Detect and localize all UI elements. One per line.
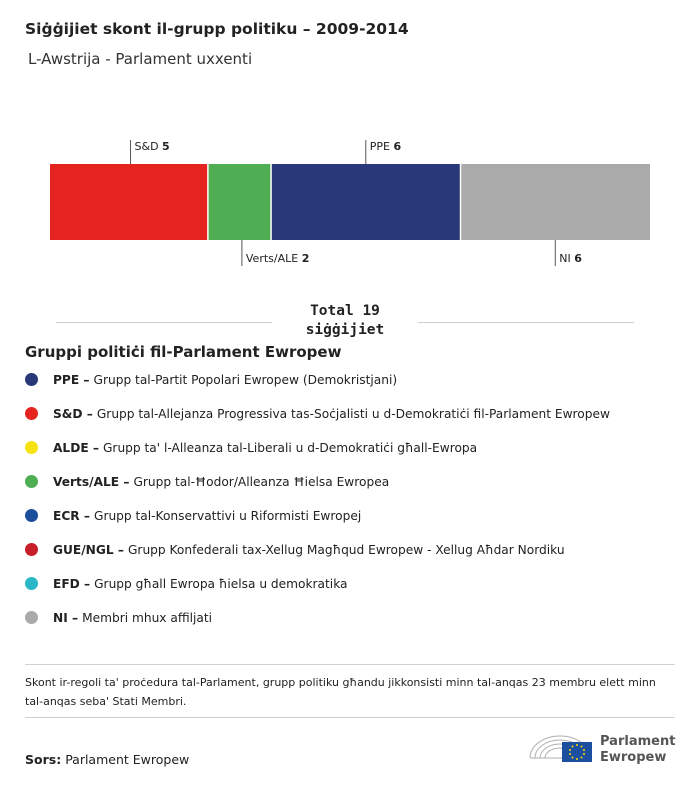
legend-text: Grupp tal-Partit Popolari Ewropew (Demokristjani) xyxy=(93,373,398,387)
logo-text xyxy=(600,734,675,766)
data-label: Verts/ALE 2 xyxy=(245,252,310,265)
chart-title: Siġġijiet skont il-grupp politiku – 2009-2014 xyxy=(25,20,409,38)
source-text: Parlament Ewropew xyxy=(65,752,190,767)
legend-item xyxy=(25,473,610,507)
legend-text: Grupp tal-Allejanza Progressiva tas-Soċjalisti u d-Demokratiċi fil-Parlament Ewropew xyxy=(96,407,610,421)
legend-text: Grupp għall Ewropa ħielsa u demokratika xyxy=(94,577,348,591)
legend-dot xyxy=(25,577,38,590)
footnote: Skont ir-regoli ta' proċedura tal-Parlament, grupp politiku għandu jikkonsisti minn tal-anqas 23 membru elett minn tal-anqas seba' Stati Membri. xyxy=(25,676,656,708)
data-label: NI 6 xyxy=(559,252,582,265)
legend-abbr: ECR – xyxy=(53,509,90,523)
legend-dot xyxy=(25,475,38,488)
total-seats-count: Total 19 xyxy=(310,303,380,319)
legend-item xyxy=(25,541,610,575)
bar-segment-ni xyxy=(461,164,650,240)
total-divider-right xyxy=(418,322,634,323)
legend xyxy=(25,371,610,643)
legend-text: Grupp Konfederali tax-Xellug Magħqud Ewropew - Xellug Aħdar Nordiku xyxy=(127,543,565,557)
legend-abbr: PPE – xyxy=(53,373,90,387)
european-parliament-logo[interactable] xyxy=(528,728,678,768)
legend-item xyxy=(25,609,610,643)
legend-abbr: ALDE – xyxy=(53,441,99,455)
logo-text-line2: Ewropew xyxy=(600,750,667,765)
legend-item xyxy=(25,405,610,439)
total-divider-left xyxy=(56,322,272,323)
legend-title: Gruppi politiċi fil-Parlament Ewropew xyxy=(25,343,342,361)
legend-item xyxy=(25,575,610,609)
data-label: S&D 5 xyxy=(134,140,170,153)
stacked-bar-chart xyxy=(0,0,700,290)
legend-text: Grupp tal-Ħodor/Alleanza Ħielsa Ewropea xyxy=(133,475,390,489)
legend-item xyxy=(25,507,610,541)
parliament-hemicycle-icon xyxy=(528,728,598,768)
source xyxy=(25,752,189,767)
legend-item xyxy=(25,371,610,405)
legend-text: Grupp tal-Konservattivi u Riformisti Ewropej xyxy=(94,509,362,523)
legend-text: Grupp ta' l-Alleanza tal-Liberali u d-Demokratiċi għall-Ewropa xyxy=(102,441,478,455)
logo-text-line1: Parlament xyxy=(600,734,676,749)
legend-dot xyxy=(25,509,38,522)
legend-abbr: GUE/NGL – xyxy=(53,543,124,557)
legend-abbr: NI – xyxy=(53,611,79,625)
legend-dot xyxy=(25,611,38,624)
legend-item xyxy=(25,439,610,473)
footer-divider-bottom xyxy=(25,717,675,718)
data-label: PPE 6 xyxy=(369,140,402,153)
legend-abbr: EFD – xyxy=(53,577,91,591)
legend-dot xyxy=(25,543,38,556)
source-label: Sors: xyxy=(25,752,62,767)
total-seats-unit: siġġijiet xyxy=(305,322,385,338)
bar-segment-ppe xyxy=(271,164,460,240)
bar-segment-s-d xyxy=(50,164,208,240)
legend-dot xyxy=(25,441,38,454)
legend-abbr: S&D – xyxy=(53,407,93,421)
footer-divider-top xyxy=(25,664,675,665)
legend-dot xyxy=(25,407,38,420)
total-seats xyxy=(270,302,420,340)
bar-segment-verts-ale xyxy=(208,164,271,240)
legend-abbr: Verts/ALE – xyxy=(53,475,130,489)
chart-subtitle: L-Awstrija - Parlament uxxenti xyxy=(28,50,253,68)
legend-text: Membri mhux affiljati xyxy=(82,611,213,625)
legend-dot xyxy=(25,373,38,386)
